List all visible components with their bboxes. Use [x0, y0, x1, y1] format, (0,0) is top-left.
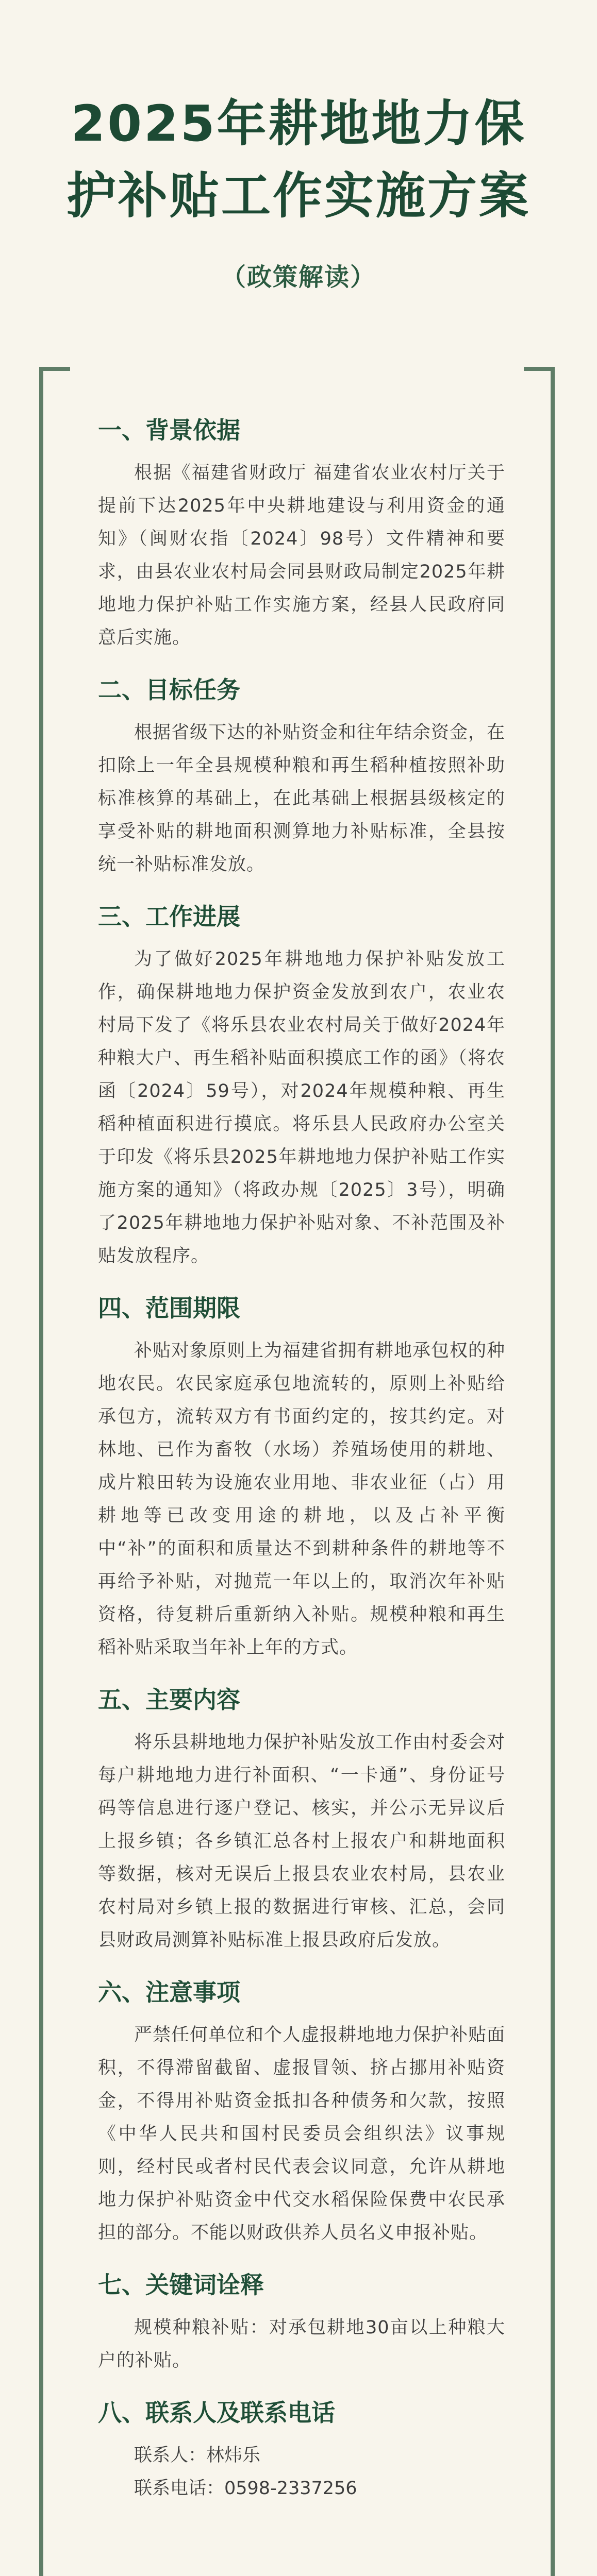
section-paragraph: 补贴对象原则上为福建省拥有耕地承包权的种地农民。农民家庭承包地流转的，原则上补贴给承包方，流转双方有书面约定的，按其约定。对林地、已作为畜牧（水场）养殖场使用的耕地、成片粮田转为设施农业用地、非农业征（占）用耕地等已改变用途的耕地，以及占补平衡中“补”的面积和质量达不到耕种条件的耕地等不再给予补贴，对抛荒一年以上的，取消次年补贴资格，待复耕后重新纳入补贴。规模种粮和再生稻补贴采取当年补上年的方式。	[98, 1341, 506, 1658]
page-title-line-2: 护补贴工作实施方案	[67, 167, 530, 225]
section-targets	[98, 672, 505, 881]
document-body	[98, 412, 505, 2522]
section-heading: 三、工作进展	[98, 903, 240, 930]
section-heading: 四、范围期限	[98, 1294, 240, 1322]
section-paragraph: 为了做好2025年耕地地力保护补贴发放工作，确保耕地地力保护资金发放到农户，农业农村局下发了《将乐县农业农村局关于做好2024年种粮大户、再生稻补贴面积摸底工作的函》（将农函〔2024〕59号），对2024年规模种粮、再生稻种植面积进行摸底。将乐县人民政府办公室关于印发《将乐县2025年耕地地力保护补贴工作实施方案的通知》（将政办规〔2025〕3号），明确了2025年耕地地力保护补贴对象、不补范围及补贴发放程序。	[98, 949, 505, 1266]
section-heading: 二、目标任务	[98, 676, 240, 704]
section-heading: 五、主要内容	[98, 1686, 240, 1714]
section-scope	[98, 1290, 505, 1664]
section-contact	[98, 2395, 505, 2505]
section-paragraph: 根据《福建省财政厅 福建省农业农村厅关于提前下达2025年中央耕地建设与利用资金的通知》（闽财农指〔2024〕98号）文件精神和要求，由县农业农村局会同县财政局制定2025年耕地地力保护补贴工作实施方案，经县人民政府同意后实施。	[98, 463, 505, 648]
title-block	[0, 88, 597, 293]
section-paragraph: 将乐县耕地地力保护补贴发放工作由村委会对每户耕地地力进行补面积、“一卡通”、身份证号码等信息进行逐户登记、核实，并公示无异议后上报乡镇；各乡镇汇总各村上报农户和耕地面积等数据，核对无误后上报县农业农村局，县农业农村局对乡镇上报的数据进行审核、汇总，会同县财政局测算补贴标准上报县政府后发放。	[98, 1732, 506, 1951]
section-keywords	[98, 2267, 505, 2377]
section-background	[98, 412, 505, 654]
section-main-content	[98, 1682, 505, 1957]
section-paragraph: 规模种粮补贴：对承包耕地30亩以上种粮大户的补贴。	[98, 2317, 505, 2371]
section-heading: 六、注意事项	[98, 1978, 240, 2006]
section-paragraph: 严禁任何单位和个人虚报耕地地力保护补贴面积，不得滞留截留、虚报冒领、挤占挪用补贴资金，不得用补贴资金抵扣各种债务和欠款，按照《中华人民共和国村民委员会组织法》议事规则，经村民或者村民代表会议同意，允许从耕地地力保护补贴资金中代交水稻保险保费中农民承担的部分。不能以财政供养人员名义申报补贴。	[98, 2025, 506, 2243]
section-notes	[98, 1974, 505, 2249]
section-heading: 八、联系人及联系电话	[98, 2399, 335, 2427]
section-heading: 七、关键词诠释	[98, 2271, 264, 2299]
section-progress	[98, 899, 505, 1273]
section-paragraph: 根据省级下达的补贴资金和往年结余资金，在扣除上一年全县规模种粮和再生稻种植按照补助标准核算的基础上，在此基础上根据县级核定的享受补贴的耕地面积测算地力补贴标准，全县按统一补贴标准发放。	[98, 722, 506, 875]
section-heading: 一、背景依据	[98, 416, 240, 444]
contact-phone: 联系电话：0598-2337256	[134, 2478, 357, 2499]
page-title-line-1: 2025年耕地地力保	[71, 95, 526, 152]
contact-person: 联系人：林炜乐	[134, 2445, 261, 2466]
page-subtitle: （政策解读）	[221, 263, 376, 292]
